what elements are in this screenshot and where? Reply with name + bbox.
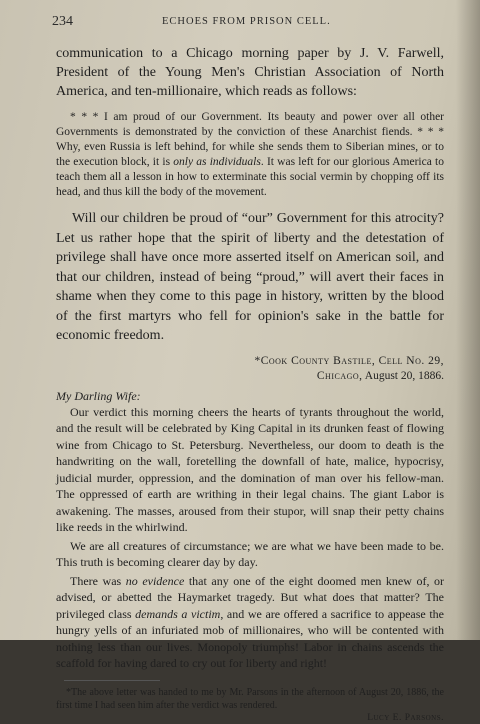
dateline-city: Chicago, bbox=[316, 369, 363, 382]
quote-text-2: . It was left for our glorious America to teach them all a lesson in how to exterminate this social vermin by chopping off its head, and thus kill the body of the movement. bbox=[56, 156, 444, 198]
letter-paragraph-3 bbox=[56, 573, 444, 672]
dateline-date-line bbox=[56, 369, 444, 384]
footnote-signature: Lucy E. Parsons. bbox=[367, 712, 444, 723]
running-head bbox=[52, 14, 450, 30]
footnote-rule bbox=[64, 680, 160, 681]
dateline-location: *Cook County Bastile, Cell No. 29, bbox=[254, 354, 444, 367]
page-edge-shadow bbox=[456, 0, 480, 640]
letter-salutation: My Darling Wife: bbox=[56, 388, 141, 403]
letter-dateline bbox=[56, 354, 444, 384]
letter-p3-italic-2: demands a victim bbox=[135, 606, 221, 621]
quote-text-1: * * * I am proud of our Government. Its beauty and power over all other Governments is demonstrated by the conviction of these Anarchist fiends. * * * Why, even Russia is left behind, for while she sends them to Siberian mines, or to the execution block, it is bbox=[56, 111, 444, 168]
page-number: 234 bbox=[52, 14, 73, 29]
letter-paragraph-2: We are all creatures of circumstance; we are what we have been made to be. This truth is becoming clearer day by day. bbox=[56, 538, 444, 569]
footnote: *The above letter was handed to me by Mr. Parsons in the afternoon of August 20, 1886, the first time I had seen him after the verdict was rendered. bbox=[56, 686, 444, 711]
intro-paragraph: communication to a Chicago morning paper by J. V. Farwell, President of the Young Men's Christian Association of North America, and ten-millionaire, which reads as follows: bbox=[56, 46, 444, 99]
letter-p3-text-a: There was bbox=[70, 573, 126, 588]
quote-italic: only as individuals bbox=[173, 156, 261, 168]
farwell-quote bbox=[56, 110, 444, 200]
page-body bbox=[56, 44, 444, 724]
letter-body bbox=[56, 404, 444, 672]
dateline-date: August 20, 1886. bbox=[362, 369, 444, 382]
running-title: ECHOES FROM PRISON CELL. bbox=[162, 16, 331, 27]
letter-paragraph-1: Our verdict this morning cheers the hearts of tyrants throughout the world, and the result will be celebrated by King Capital in its drunken feast of flowing wine from Chicago to St. Petersburg. Nevertheless, our doom to death is the handwriting on the wall, foretelling the downfall of hate, malice, hypocrisy, judicial murder, oppression, and the domination of man over his fellow-man. The oppressed of earth are writhing in their legal chains. The giant Labor is awakening. The masses, aroused from their stupor, will snap their petty chains like reeds in the whirlwind. bbox=[56, 404, 444, 534]
letter-p3-text-b: that any one of the eight doomed men knew of, or advised, or abetted the Haymarket tragedy. But what does that matter? The privileged class bbox=[56, 573, 445, 621]
commentary-paragraph: Will our children be proud of “our” Government for this atrocity? Let us rather hope that the spirit of liberty and the detestation of privilege shall have once more asserted itself on American soil, and that our children, instead of being “proud,” will avert their faces in shame when they come to this page in history, written by the blood of the first martyrs who fell for opinion's sake in the battle for economic freedom. bbox=[56, 211, 444, 343]
letter-p3-italic-1: no evidence bbox=[125, 573, 185, 588]
letter-p3-text-c: , and we are offered a sacrifice to appease the hungry yells of an infuriated mob of millionaires, who will be contented with nothing less than our lives. Monopoly triumphs! Labor in chains ascends the scaffold for having dared to cry out for liberty and right! bbox=[56, 606, 444, 670]
